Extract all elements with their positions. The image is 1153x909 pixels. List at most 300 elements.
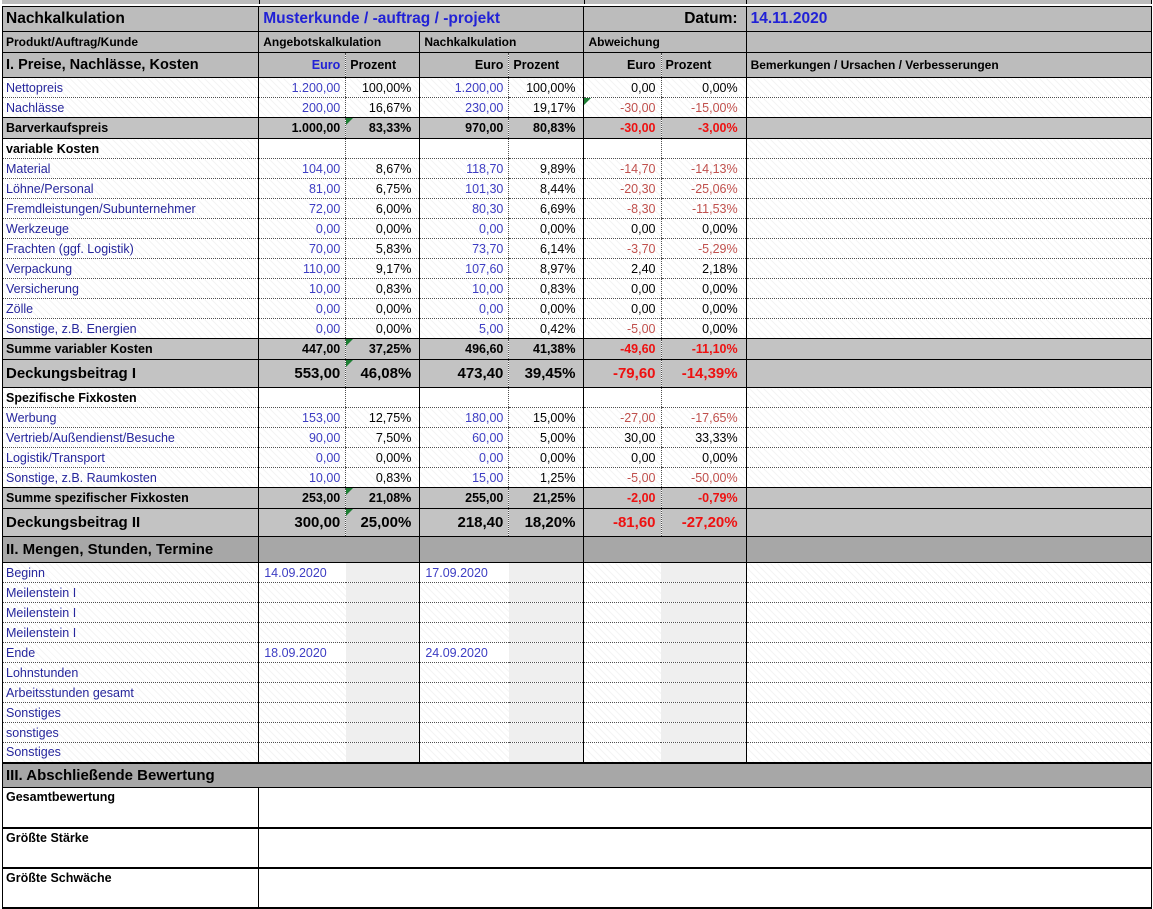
cell-actual-percent[interactable] <box>509 743 584 763</box>
cell-offer-percent[interactable] <box>346 603 420 623</box>
remarks-cell[interactable] <box>746 663 1151 683</box>
cell-actual-euro[interactable]: 0,00 <box>420 448 509 468</box>
cell-actual-euro[interactable]: 496,60 <box>420 339 509 360</box>
biggest-weakness-input-cell[interactable] <box>259 868 1152 908</box>
cell-actual-euro[interactable]: 0,00 <box>420 219 509 239</box>
cell-offer-percent[interactable]: 9,17% <box>346 259 420 279</box>
cell-deviation-euro[interactable] <box>584 703 661 723</box>
cell-deviation-euro[interactable]: 0,00 <box>584 448 661 468</box>
row-label[interactable]: Spezifische Fixkosten <box>3 388 259 408</box>
row-label[interactable]: Sonstige, z.B. Energien <box>3 319 259 339</box>
cell-actual-euro[interactable] <box>420 683 509 703</box>
actual-euro-header[interactable]: Euro <box>420 53 509 78</box>
cell-offer-euro[interactable]: 14.09.2020 <box>259 563 346 583</box>
row-label[interactable]: Frachten (ggf. Logistik) <box>3 239 259 259</box>
remarks-cell[interactable] <box>746 179 1151 199</box>
cell-deviation-percent[interactable] <box>661 743 746 763</box>
cell-offer-euro[interactable]: 70,00 <box>259 239 346 259</box>
offer-euro-header[interactable]: Euro <box>259 53 346 78</box>
cell-actual-euro[interactable]: 1.200,00 <box>420 78 509 98</box>
cell-actual-percent[interactable]: 8,44% <box>509 179 584 199</box>
cell-actual-percent[interactable]: 0,83% <box>509 279 584 299</box>
cell-offer-percent[interactable]: 0,00% <box>346 299 420 319</box>
remarks-cell[interactable] <box>746 468 1151 488</box>
remarks-cell[interactable] <box>746 159 1151 179</box>
cell-deviation-euro[interactable] <box>584 663 661 683</box>
cell-offer-euro[interactable]: 81,00 <box>259 179 346 199</box>
cell-offer-percent[interactable]: 25,00% <box>346 509 420 537</box>
cell-offer-percent[interactable] <box>346 743 420 763</box>
cell-deviation-euro[interactable] <box>584 583 661 603</box>
cell-deviation-percent[interactable]: -50,00% <box>661 468 746 488</box>
remarks-cell[interactable] <box>746 428 1151 448</box>
row-spezifische-fixkosten <box>3 388 1152 408</box>
cell-offer-percent[interactable] <box>346 723 420 743</box>
section2-header-row <box>3 537 1152 563</box>
cell-actual-percent[interactable] <box>509 703 584 723</box>
col-header-deviation[interactable]: Abweichung <box>584 32 746 53</box>
deviation-percent-header[interactable]: Prozent <box>661 53 746 78</box>
row-material <box>3 159 1152 179</box>
biggest-weakness-row <box>3 868 1152 908</box>
cell-actual-percent[interactable] <box>509 563 584 583</box>
row-label[interactable]: Nachlässe <box>3 98 259 118</box>
cell-actual-percent[interactable]: 1,25% <box>509 468 584 488</box>
cell-actual-percent[interactable]: 5,00% <box>509 428 584 448</box>
row-sonstige-z-b-raumkosten <box>3 468 1152 488</box>
cell-offer-percent[interactable]: 0,00% <box>346 319 420 339</box>
cell-deviation-euro[interactable]: -5,00 <box>584 468 661 488</box>
overall-rating-input-cell[interactable] <box>259 788 1152 828</box>
actual-percent-header[interactable]: Prozent <box>509 53 584 78</box>
biggest-strength-label[interactable]: Größte Stärke <box>3 828 259 868</box>
cell-offer-percent[interactable]: 5,83% <box>346 239 420 259</box>
col-header-offer[interactable]: Angebotskalkulation <box>259 32 420 53</box>
remarks-cell[interactable] <box>746 623 1151 643</box>
cell-offer-percent[interactable]: 8,67% <box>346 159 420 179</box>
error-indicator-triangle-icon <box>346 339 353 346</box>
remarks-cell[interactable] <box>746 98 1151 118</box>
error-indicator-triangle-icon <box>346 118 353 125</box>
remarks-cell[interactable] <box>746 299 1151 319</box>
cell-actual-percent[interactable]: 8,97% <box>509 259 584 279</box>
cell-offer-euro[interactable]: 300,00 <box>259 509 346 537</box>
cell-deviation-euro[interactable]: -5,00 <box>584 319 661 339</box>
remarks-cell[interactable] <box>746 743 1151 763</box>
cell-offer-percent[interactable]: 6,75% <box>346 179 420 199</box>
cell-actual-percent[interactable] <box>509 723 584 743</box>
cell-actual-euro[interactable]: 60,00 <box>420 428 509 448</box>
row-label[interactable]: Summe variabler Kosten <box>3 339 259 360</box>
cell-actual-percent[interactable]: 80,83% <box>509 118 584 139</box>
row-versicherung <box>3 279 1152 299</box>
cell-actual-percent[interactable]: 39,45% <box>509 360 584 388</box>
remarks-cell[interactable] <box>746 360 1151 388</box>
cell-deviation-euro[interactable]: -8,30 <box>584 199 661 219</box>
cell-deviation-percent[interactable] <box>661 663 746 683</box>
title-row <box>3 7 1152 32</box>
cell-offer-euro[interactable]: 110,00 <box>259 259 346 279</box>
error-indicator-triangle-icon <box>584 98 591 105</box>
cell-actual-percent[interactable]: 0,00% <box>509 219 584 239</box>
row-label[interactable]: Barverkaufspreis <box>3 118 259 139</box>
cell-offer-percent[interactable]: 100,00% <box>346 78 420 98</box>
cell-offer-euro[interactable]: 0,00 <box>259 448 346 468</box>
remarks-cell[interactable] <box>746 279 1151 299</box>
error-indicator-triangle-icon <box>346 488 353 495</box>
cell-actual-euro[interactable] <box>420 583 509 603</box>
cell-offer-euro[interactable] <box>259 603 346 623</box>
cell-offer-euro[interactable]: 200,00 <box>259 98 346 118</box>
remarks-cell[interactable] <box>746 219 1151 239</box>
cell-actual-euro[interactable]: 80,30 <box>420 199 509 219</box>
cell-deviation-percent[interactable] <box>661 643 746 663</box>
cell-offer-percent[interactable]: 37,25% <box>346 339 420 360</box>
col-header-product[interactable]: Produkt/Auftrag/Kunde <box>3 32 259 53</box>
cell-deviation-percent[interactable]: 0,00% <box>661 219 746 239</box>
row-sonstiges <box>3 723 1152 743</box>
cell-actual-euro[interactable]: 218,40 <box>420 509 509 537</box>
cell-offer-euro[interactable]: 1.200,00 <box>259 78 346 98</box>
cell-offer-percent[interactable] <box>346 583 420 603</box>
remarks-cell[interactable] <box>746 199 1151 219</box>
cell-actual-euro[interactable]: 10,00 <box>420 279 509 299</box>
row-label[interactable]: sonstiges <box>3 723 259 743</box>
cell-deviation-euro[interactable]: 30,00 <box>584 428 661 448</box>
cell-offer-percent[interactable] <box>346 643 420 663</box>
cell-offer-percent[interactable] <box>346 703 420 723</box>
cell-actual-euro[interactable]: 101,30 <box>420 179 509 199</box>
cell-offer-euro[interactable]: 90,00 <box>259 428 346 448</box>
remarks-cell[interactable] <box>746 723 1151 743</box>
cell-actual-euro[interactable]: 970,00 <box>420 118 509 139</box>
row-label[interactable]: Sonstiges <box>3 703 259 723</box>
cell-deviation-percent[interactable]: -11,53% <box>661 199 746 219</box>
cell-deviation-euro[interactable] <box>584 643 661 663</box>
row-label[interactable]: Zölle <box>3 299 259 319</box>
cell-deviation-euro[interactable] <box>584 388 661 408</box>
sheet-title[interactable]: Nachkalkulation <box>3 7 259 32</box>
offer-percent-header[interactable]: Prozent <box>346 53 420 78</box>
cell-deviation-euro[interactable]: 0,00 <box>584 78 661 98</box>
cell-deviation-percent[interactable]: -14,13% <box>661 159 746 179</box>
cell-actual-euro[interactable] <box>420 623 509 643</box>
cell-actual-percent[interactable] <box>509 683 584 703</box>
cell-deviation-percent[interactable] <box>661 139 746 159</box>
cell-deviation-percent[interactable]: -25,06% <box>661 179 746 199</box>
cell-deviation-percent[interactable]: 0,00% <box>661 319 746 339</box>
cell-actual-euro[interactable]: 107,60 <box>420 259 509 279</box>
cell-actual-euro[interactable] <box>420 723 509 743</box>
cell-deviation-percent[interactable]: 0,00% <box>661 279 746 299</box>
cell-offer-euro[interactable]: 447,00 <box>259 339 346 360</box>
row-label[interactable]: Vertrieb/Außendienst/Besuche <box>3 428 259 448</box>
cell-actual-euro[interactable]: 180,00 <box>420 408 509 428</box>
cell-actual-euro[interactable]: 473,40 <box>420 360 509 388</box>
cell-deviation-percent[interactable] <box>661 388 746 408</box>
cell-deviation-euro[interactable]: -81,60 <box>584 509 661 537</box>
cell-actual-euro[interactable]: 17.09.2020 <box>420 563 509 583</box>
row-label[interactable]: Werbung <box>3 408 259 428</box>
cell-actual-euro[interactable]: 255,00 <box>420 488 509 509</box>
cell-offer-euro[interactable]: 1.000,00 <box>259 118 346 139</box>
section3-title[interactable]: III. Abschließende Bewertung <box>3 763 1152 788</box>
row-lohnstunden <box>3 663 1152 683</box>
cell-deviation-euro[interactable]: 0,00 <box>584 219 661 239</box>
cell-offer-percent[interactable] <box>346 683 420 703</box>
cell-offer-percent[interactable] <box>346 388 420 408</box>
remarks-cell[interactable] <box>746 408 1151 428</box>
biggest-weakness-label[interactable]: Größte Schwäche <box>3 868 259 908</box>
cell-actual-percent[interactable]: 6,14% <box>509 239 584 259</box>
cell-offer-euro[interactable]: 0,00 <box>259 319 346 339</box>
date-value-cell[interactable]: 14.11.2020 <box>746 7 1151 32</box>
cell-deviation-euro[interactable] <box>584 723 661 743</box>
cell-actual-euro[interactable]: 230,00 <box>420 98 509 118</box>
remarks-cell[interactable] <box>746 388 1151 408</box>
cell-deviation-percent[interactable]: -15,00% <box>661 98 746 118</box>
cell-actual-percent[interactable]: 18,20% <box>509 509 584 537</box>
col-header-empty[interactable] <box>746 32 1151 53</box>
cell-deviation-percent[interactable]: -27,20% <box>661 509 746 537</box>
row-label[interactable]: Meilenstein I <box>3 623 259 643</box>
cell-deviation-euro[interactable] <box>584 139 661 159</box>
cell-offer-percent[interactable]: 83,33% <box>346 118 420 139</box>
cell-deviation-percent[interactable] <box>661 623 746 643</box>
cell-deviation-percent[interactable]: 2,18% <box>661 259 746 279</box>
remarks-cell[interactable] <box>746 118 1151 139</box>
cell-offer-euro[interactable] <box>259 388 346 408</box>
row-label[interactable]: Verpackung <box>3 259 259 279</box>
cell-actual-euro[interactable]: 0,00 <box>420 299 509 319</box>
cell-deviation-percent[interactable] <box>661 583 746 603</box>
cell-actual-euro[interactable]: 73,70 <box>420 239 509 259</box>
row-verpackung <box>3 259 1152 279</box>
cell-deviation-percent[interactable] <box>661 563 746 583</box>
section2-title[interactable]: II. Mengen, Stunden, Termine <box>3 537 259 563</box>
cell-actual-percent[interactable] <box>509 643 584 663</box>
cell-actual-percent[interactable] <box>509 663 584 683</box>
remarks-cell[interactable] <box>746 78 1151 98</box>
cell-deviation-percent[interactable]: 0,00% <box>661 78 746 98</box>
cell-offer-euro[interactable] <box>259 583 346 603</box>
cell-offer-euro[interactable]: 153,00 <box>259 408 346 428</box>
row-label[interactable]: Meilenstein I <box>3 583 259 603</box>
cell-actual-percent[interactable] <box>509 603 584 623</box>
cell-deviation-euro[interactable] <box>584 683 661 703</box>
cell-actual-euro[interactable]: 5,00 <box>420 319 509 339</box>
cell-deviation-euro[interactable] <box>584 623 661 643</box>
cell-actual-euro[interactable] <box>420 388 509 408</box>
nachkalkulation-sheet <box>2 6 1152 909</box>
cell-deviation-percent[interactable]: -17,65% <box>661 408 746 428</box>
cell-offer-euro[interactable]: 0,00 <box>259 219 346 239</box>
row-label[interactable]: Arbeitsstunden gesamt <box>3 683 259 703</box>
cell-offer-percent[interactable] <box>346 563 420 583</box>
cell-offer-percent[interactable] <box>346 623 420 643</box>
cell-actual-percent[interactable]: 21,25% <box>509 488 584 509</box>
cell-deviation-euro[interactable] <box>584 743 661 763</box>
deviation-euro-header[interactable]: Euro <box>584 53 661 78</box>
row-label[interactable]: Deckungsbeitrag II <box>3 509 259 537</box>
remarks-cell[interactable] <box>746 643 1151 663</box>
cell-offer-euro[interactable] <box>259 703 346 723</box>
overall-rating-label[interactable]: Gesamtbewertung <box>3 788 259 828</box>
cell-deviation-percent[interactable] <box>661 723 746 743</box>
cell-actual-percent[interactable]: 0,00% <box>509 448 584 468</box>
cell-offer-euro[interactable] <box>259 743 346 763</box>
cell-offer-euro[interactable]: 553,00 <box>259 360 346 388</box>
date-label-cell[interactable]: Datum: <box>584 7 746 32</box>
cell-deviation-percent[interactable]: -11,10% <box>661 339 746 360</box>
row-arbeitsstunden-gesamt <box>3 683 1152 703</box>
remarks-header[interactable]: Bemerkungen / Ursachen / Verbesserungen <box>746 53 1151 78</box>
cell-offer-euro[interactable] <box>259 139 346 159</box>
cell-deviation-euro[interactable]: -30,00 <box>584 98 661 118</box>
col-header-actual[interactable]: Nachkalkulation <box>420 32 584 53</box>
cell-actual-percent[interactable]: 9,89% <box>509 159 584 179</box>
cell-actual-euro[interactable] <box>420 743 509 763</box>
cell-actual-percent[interactable] <box>509 388 584 408</box>
row-label[interactable]: Ende <box>3 643 259 663</box>
row-fremdleistungen-subunternehmer <box>3 199 1152 219</box>
cell-deviation-euro[interactable]: 2,40 <box>584 259 661 279</box>
cell-actual-percent[interactable]: 19,17% <box>509 98 584 118</box>
cell-deviation-euro[interactable]: 0,00 <box>584 279 661 299</box>
cell-offer-percent[interactable]: 21,08% <box>346 488 420 509</box>
cell-deviation-euro[interactable] <box>584 563 661 583</box>
cell-offer-percent[interactable]: 0,83% <box>346 468 420 488</box>
row-label[interactable]: variable Kosten <box>3 139 259 159</box>
cell-deviation-euro[interactable] <box>584 603 661 623</box>
cell-deviation-euro[interactable]: 0,00 <box>584 299 661 319</box>
cell-offer-percent[interactable]: 46,08% <box>346 360 420 388</box>
cell-offer-percent[interactable]: 6,00% <box>346 199 420 219</box>
cell-actual-percent[interactable] <box>509 583 584 603</box>
cell-deviation-percent[interactable]: 0,00% <box>661 299 746 319</box>
cell-offer-euro[interactable]: 104,00 <box>259 159 346 179</box>
cell-deviation-percent[interactable]: -0,79% <box>661 488 746 509</box>
cell-offer-euro[interactable] <box>259 683 346 703</box>
row-label[interactable]: Beginn <box>3 563 259 583</box>
row-beginn <box>3 563 1152 583</box>
cell-deviation-euro[interactable]: -3,70 <box>584 239 661 259</box>
cell-actual-percent[interactable]: 41,38% <box>509 339 584 360</box>
cell-offer-euro[interactable] <box>259 663 346 683</box>
cell-actual-euro[interactable] <box>420 663 509 683</box>
cell-deviation-euro[interactable]: -20,30 <box>584 179 661 199</box>
cell-actual-percent[interactable]: 15,00% <box>509 408 584 428</box>
row-label[interactable]: Logistik/Transport <box>3 448 259 468</box>
cell-offer-euro[interactable]: 10,00 <box>259 468 346 488</box>
cell-actual-percent[interactable] <box>509 139 584 159</box>
row-label[interactable]: Werkzeuge <box>3 219 259 239</box>
cell-offer-euro[interactable]: 72,00 <box>259 199 346 219</box>
cell-offer-euro[interactable]: 18.09.2020 <box>259 643 346 663</box>
row-z-lle <box>3 299 1152 319</box>
biggest-strength-input-cell[interactable] <box>259 828 1152 868</box>
remarks-cell[interactable] <box>746 239 1151 259</box>
cell-deviation-percent[interactable]: -14,39% <box>661 360 746 388</box>
cell-deviation-percent[interactable]: 33,33% <box>661 428 746 448</box>
cell-actual-percent[interactable]: 0,42% <box>509 319 584 339</box>
cell-actual-percent[interactable]: 0,00% <box>509 299 584 319</box>
remarks-cell[interactable] <box>746 583 1151 603</box>
cell-actual-euro[interactable] <box>420 603 509 623</box>
cell-actual-euro[interactable] <box>420 703 509 723</box>
remarks-cell[interactable] <box>746 139 1151 159</box>
cell-offer-percent[interactable] <box>346 663 420 683</box>
cell-actual-euro[interactable]: 118,70 <box>420 159 509 179</box>
row-label[interactable]: Versicherung <box>3 279 259 299</box>
remarks-cell[interactable] <box>746 339 1151 360</box>
cell-deviation-euro[interactable]: -30,00 <box>584 118 661 139</box>
cell-deviation-percent[interactable]: -5,29% <box>661 239 746 259</box>
cell-deviation-percent[interactable] <box>661 683 746 703</box>
cell-deviation-euro[interactable]: -49,60 <box>584 339 661 360</box>
cell-actual-percent[interactable]: 6,69% <box>509 199 584 219</box>
cell-actual-euro[interactable]: 24.09.2020 <box>420 643 509 663</box>
cell-offer-percent[interactable]: 0,83% <box>346 279 420 299</box>
cell-offer-euro[interactable]: 10,00 <box>259 279 346 299</box>
row-label[interactable]: Fremdleistungen/Subunternehmer <box>3 199 259 219</box>
row-label[interactable]: Meilenstein I <box>3 603 259 623</box>
remarks-cell[interactable] <box>746 703 1151 723</box>
row-label[interactable]: Deckungsbeitrag I <box>3 360 259 388</box>
row-label[interactable]: Löhne/Personal <box>3 179 259 199</box>
remarks-cell[interactable] <box>746 488 1151 509</box>
cell-offer-euro[interactable]: 253,00 <box>259 488 346 509</box>
cell-offer-euro[interactable]: 0,00 <box>259 299 346 319</box>
cell-offer-euro[interactable] <box>259 623 346 643</box>
cell-offer-euro[interactable] <box>259 723 346 743</box>
row-label[interactable]: Sonstiges <box>3 743 259 763</box>
cell-actual-euro[interactable]: 15,00 <box>420 468 509 488</box>
cell-offer-percent[interactable]: 16,67% <box>346 98 420 118</box>
cell-actual-percent[interactable]: 100,00% <box>509 78 584 98</box>
remarks-cell[interactable] <box>746 509 1151 537</box>
remarks-cell[interactable] <box>746 448 1151 468</box>
row-label[interactable]: Summe spezifischer Fixkosten <box>3 488 259 509</box>
remarks-cell[interactable] <box>746 683 1151 703</box>
section1-title[interactable]: I. Preise, Nachlässe, Kosten <box>3 53 259 78</box>
row-label[interactable]: Material <box>3 159 259 179</box>
cell-deviation-euro[interactable]: -14,70 <box>584 159 661 179</box>
cell-deviation-percent[interactable] <box>661 603 746 623</box>
cell-deviation-euro[interactable]: -79,60 <box>584 360 661 388</box>
cell-offer-percent[interactable]: 7,50% <box>346 428 420 448</box>
remarks-cell[interactable] <box>746 319 1151 339</box>
cell-offer-percent[interactable] <box>346 139 420 159</box>
remarks-cell[interactable] <box>746 563 1151 583</box>
remarks-cell[interactable] <box>746 259 1151 279</box>
cell-deviation-percent[interactable]: 0,00% <box>661 448 746 468</box>
row-label[interactable]: Sonstige, z.B. Raumkosten <box>3 468 259 488</box>
row-label[interactable]: Nettopreis <box>3 78 259 98</box>
cell-deviation-euro[interactable]: -2,00 <box>584 488 661 509</box>
cell-offer-percent[interactable]: 0,00% <box>346 219 420 239</box>
customer-project-cell[interactable]: Musterkunde / -auftrag / -projekt <box>259 7 584 32</box>
cell-offer-percent[interactable]: 12,75% <box>346 408 420 428</box>
row-label[interactable]: Lohnstunden <box>3 663 259 683</box>
cell-offer-percent[interactable]: 0,00% <box>346 448 420 468</box>
cell-actual-percent[interactable] <box>509 623 584 643</box>
cell-deviation-percent[interactable] <box>661 703 746 723</box>
cell-deviation-euro[interactable]: -27,00 <box>584 408 661 428</box>
remarks-cell[interactable] <box>746 603 1151 623</box>
cell-deviation-percent[interactable]: -3,00% <box>661 118 746 139</box>
cell-actual-euro[interactable] <box>420 139 509 159</box>
